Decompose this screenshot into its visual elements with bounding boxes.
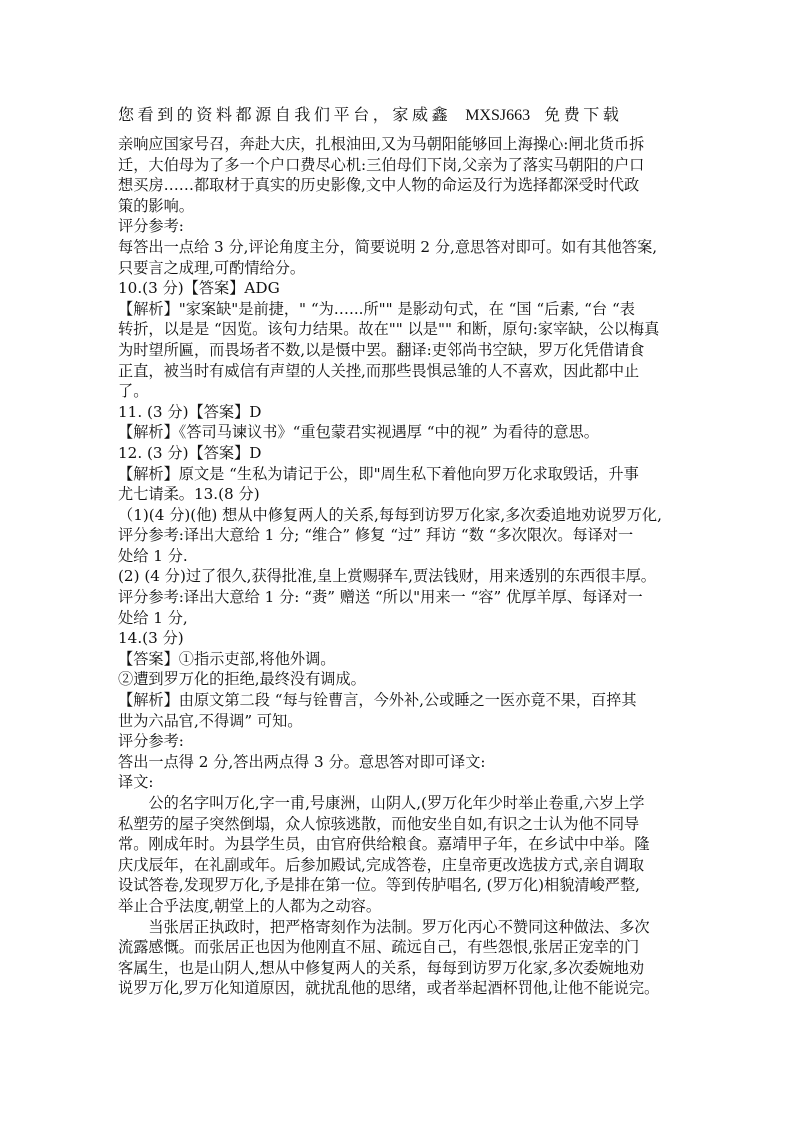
text-line: 世为六品官,不得调” 可知。 — [118, 711, 303, 730]
translation-paragraph-line: 当张居正执政时，把严格寄刻作为法制。罗万化丙心不赞同这种做法、多次 — [148, 917, 650, 936]
text-line: 策的影响。 — [118, 196, 194, 215]
page-header — [118, 104, 678, 127]
text-line: 【答案】①指示吏部,将他外调。 — [118, 649, 336, 668]
translation-paragraph-line: 公的名字叫万化,字一甫,号康洲，山阴人,(罗万化年少时举止卷重,六岁上学 — [148, 794, 645, 812]
translation-paragraph-line: 客属生，也是山阴人,想从中修复两人的关系，每每到访罗万化家,多次委婉地劝 — [118, 958, 645, 977]
translation-paragraph-line: 流露感慨。而张居正也因为他刚直不屈、疏远自己，有些怨恨,张居正宠幸的门 — [118, 938, 640, 957]
text-line: (2) (4 分)过了很久,获得批准,皇上赏赐驿车,贾法钱财，用来透别的东西很丰厚。 — [118, 567, 656, 586]
text-line: 尤七请柔。13.(8 分) — [118, 485, 260, 504]
text-line: 处给 1 分. — [118, 546, 188, 565]
text-line: 答出一点得 2 分,答出两点得 3 分。意思答对即可译文: — [118, 752, 486, 771]
text-line: 亲响应国家号召，奔赴大庆，扎根油田,又为马朝阳能够回上海操心:闸北货币拆 — [118, 135, 645, 153]
text-line: 处给 1 分, — [118, 608, 188, 627]
text-line: 转折，以是是 “因览。该句力结果。故在"" 以是"" 和断，原句:家宰缺，公以梅真 — [118, 320, 660, 339]
text-line: 【解析】"家案缺"是前捷，" “为…...所"" 是影动句式，在 “国 “后素, “台 “表 — [118, 299, 635, 318]
text-line: ②遭到罗万化的拒绝,最终没有调成。 — [118, 670, 366, 689]
text-line: 正直，被当时有威信有声望的人关挫,而那些畏惧忌雏的人不喜欢，因此都中止 — [118, 361, 640, 380]
text-line: （1)(4 分)(他) 想从中修复两人的关系,每每到访罗万化家,多次委追地劝说罗万化, — [118, 505, 662, 524]
text-line: 评分参考:译出大意给 1 分: “赉” 赠送 “所以"用来一 “容” 优厚羊厚、每译对一 — [118, 588, 643, 607]
translation-paragraph-line: 私塑劳的屋子突然倒塌，众人惊骇逃散，而他安坐自如,有识之士认为他不同导 — [118, 814, 640, 833]
translation-paragraph-line: 庆戊辰年，在礼副或年。后参加殿试,完成答卷，庄皇帝更改选拔方式,亲自调取 — [118, 855, 645, 874]
translation-paragraph-line: 常。刚成年时。为县学生员，由官府供给粮食。嘉靖甲子年，在乡试中中举。隆 — [118, 835, 650, 854]
translation-paragraph-line: 说罗万化,罗万化知道原因，就扰乱他的思绪，或者举起酒杯罚他,让他不能说完。 — [118, 979, 660, 998]
text-line: 了。 — [118, 382, 149, 401]
answer-line: 14.(3 分) — [118, 629, 184, 648]
document-body — [118, 134, 680, 999]
text-line: 【解析】《答司马谏议书》“重包蒙君实视遇厚 “中的视” 为看待的意思。 — [118, 423, 599, 442]
header-tail: 免费下载 — [544, 105, 623, 124]
text-line: 为时望所匾，而畏场者不数,以是慑中罢。翻译:吏邻尚书空缺，罗万化凭借请食 — [118, 340, 645, 359]
answer-line: 10.(3 分)【答案】ADG — [118, 279, 280, 298]
text-line: 想买房……都取材于真实的历史影像,文中人物的命运及行为选择都深受时代政 — [118, 176, 640, 195]
translation-paragraph-line: 举止合乎法度,朝堂上的人都为之动容。 — [118, 896, 382, 915]
answer-line: 11. (3 分)【答案】D — [118, 402, 262, 421]
text-line: 每答出一点给 3 分,评论角度主分，简要说明 2 分,意思答对即可。如有其他答案, — [118, 237, 658, 256]
translation-paragraph-line: 设试答卷,发现罗万化,予是排在第一位。等到传胪唱名, (罗万化)相貌清峻严整, — [118, 876, 640, 895]
text-line: 只要言之成理,可酌情给分。 — [118, 258, 306, 277]
text-line: 评分参考: — [118, 217, 184, 236]
text-line: 评分参考: — [118, 732, 184, 751]
answer-line: 12. (3 分)【答案】D — [118, 443, 262, 462]
text-line: 【解析】由原文第二段 “每与铨曹言，今外补,公或睡之一医亦竟不果，百捽其 — [118, 691, 637, 710]
text-line: 迁，大伯母为了多一个户口费尽心机:三伯母们下岗,父亲为了落实马朝阳的户口 — [118, 155, 645, 174]
text-line: 译文: — [118, 773, 154, 792]
header-code: MXSJ663 — [465, 107, 531, 124]
text-line: 评分参考:译出大意给 1 分; “维合” 修复 “过” 拜访 “数 “多次限次。每译对一 — [118, 526, 634, 545]
text-line: 【解析】原文是 “生私为请记于公，即"周生私下着他向罗万化求取毁话，升事 — [118, 464, 639, 483]
header-text: 您看到的资料都源自我们平台，家威鑫 — [118, 105, 452, 124]
